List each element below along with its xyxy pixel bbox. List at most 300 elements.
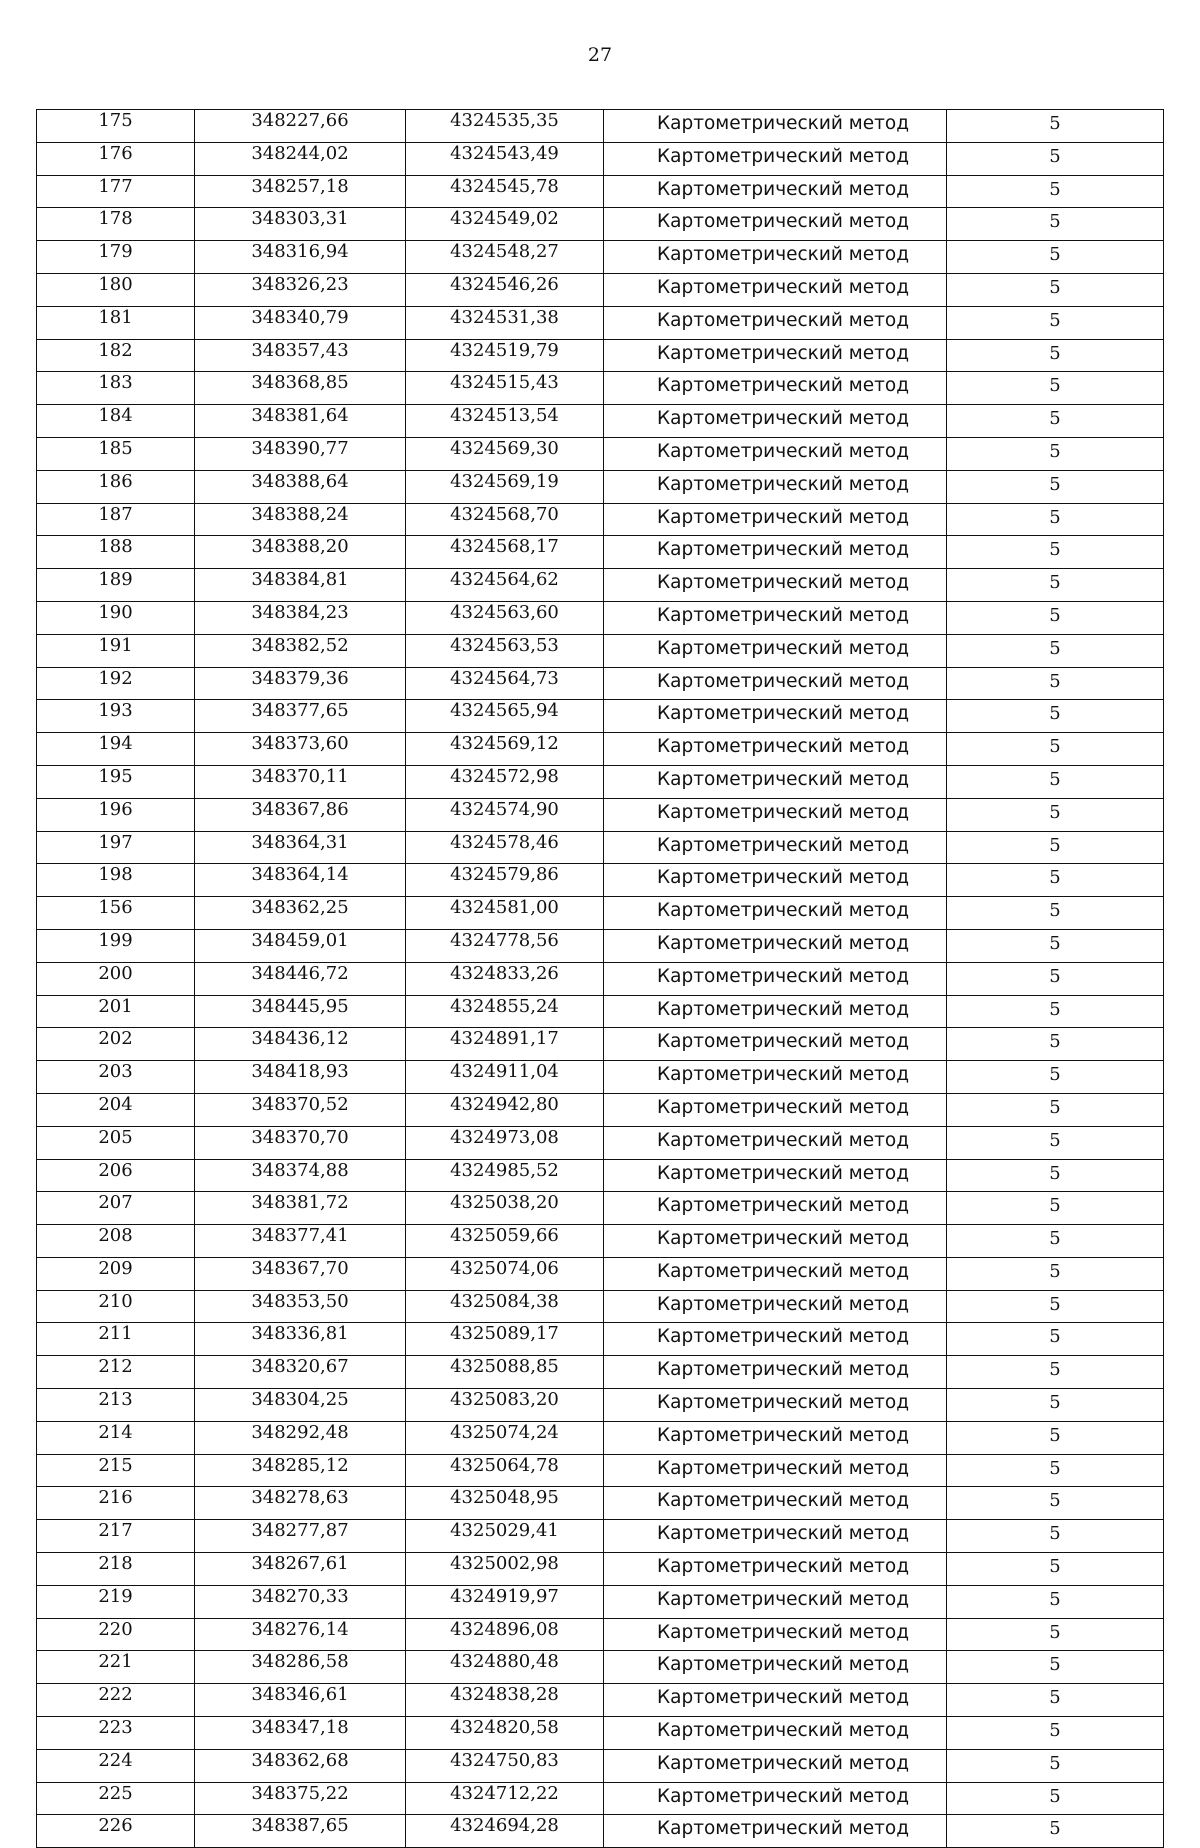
table-row — [37, 273, 1164, 306]
accuracy-cell: 5 — [947, 241, 1164, 274]
page-number: 27 — [587, 44, 613, 66]
y-coordinate-cell: 4325029,41 — [406, 1520, 604, 1553]
accuracy-cell: 5 — [947, 569, 1164, 602]
accuracy-cell: 5 — [947, 405, 1164, 438]
table-row — [37, 503, 1164, 536]
method-cell: Картометрический метод — [604, 962, 947, 995]
table-row — [37, 569, 1164, 602]
point-number-cell: 183 — [37, 372, 195, 405]
accuracy-cell: 5 — [947, 1192, 1164, 1225]
accuracy-cell: 5 — [947, 1815, 1164, 1848]
y-coordinate-cell: 4324563,60 — [406, 601, 604, 634]
y-coordinate-cell: 4324569,30 — [406, 437, 604, 470]
table-row — [37, 1454, 1164, 1487]
method-cell: Картометрический метод — [604, 765, 947, 798]
point-number-cell: 203 — [37, 1061, 195, 1094]
table-row — [37, 700, 1164, 733]
y-coordinate-cell: 4324880,48 — [406, 1651, 604, 1684]
table-row — [37, 1192, 1164, 1225]
x-coordinate-cell: 348446,72 — [195, 962, 406, 995]
table-row — [37, 1553, 1164, 1586]
accuracy-cell: 5 — [947, 1323, 1164, 1356]
x-coordinate-cell: 348340,79 — [195, 306, 406, 339]
y-coordinate-cell: 4324942,80 — [406, 1093, 604, 1126]
point-number-cell: 223 — [37, 1717, 195, 1750]
point-number-cell: 181 — [37, 306, 195, 339]
y-coordinate-cell: 4324568,17 — [406, 536, 604, 569]
point-number-cell: 193 — [37, 700, 195, 733]
point-number-cell: 219 — [37, 1585, 195, 1618]
table-row — [37, 1585, 1164, 1618]
accuracy-cell: 5 — [947, 962, 1164, 995]
method-cell: Картометрический метод — [604, 1553, 947, 1586]
table-row — [37, 1257, 1164, 1290]
point-number-cell: 198 — [37, 864, 195, 897]
table-row — [37, 1389, 1164, 1422]
method-cell: Картометрический метод — [604, 569, 947, 602]
y-coordinate-cell: 4324535,35 — [406, 110, 604, 143]
table-row — [37, 1421, 1164, 1454]
x-coordinate-cell: 348459,01 — [195, 929, 406, 962]
y-coordinate-cell: 4324694,28 — [406, 1815, 604, 1848]
method-cell: Картометрический метод — [604, 733, 947, 766]
table-row — [37, 864, 1164, 897]
y-coordinate-cell: 4324569,12 — [406, 733, 604, 766]
accuracy-cell: 5 — [947, 733, 1164, 766]
point-number-cell: 189 — [37, 569, 195, 602]
method-cell: Картометрический метод — [604, 897, 947, 930]
y-coordinate-cell: 4324549,02 — [406, 208, 604, 241]
method-cell: Картометрический метод — [604, 1585, 947, 1618]
table-row — [37, 929, 1164, 962]
point-number-cell: 156 — [37, 897, 195, 930]
point-number-cell: 225 — [37, 1782, 195, 1815]
method-cell: Картометрический метод — [604, 1192, 947, 1225]
point-number-cell: 186 — [37, 470, 195, 503]
accuracy-cell: 5 — [947, 1520, 1164, 1553]
y-coordinate-cell: 4325059,66 — [406, 1225, 604, 1258]
point-number-cell: 182 — [37, 339, 195, 372]
point-number-cell: 217 — [37, 1520, 195, 1553]
accuracy-cell: 5 — [947, 372, 1164, 405]
method-cell: Картометрический метод — [604, 1159, 947, 1192]
table-row — [37, 1749, 1164, 1782]
x-coordinate-cell: 348370,70 — [195, 1126, 406, 1159]
x-coordinate-cell: 348286,58 — [195, 1651, 406, 1684]
table-row — [37, 1290, 1164, 1323]
accuracy-cell: 5 — [947, 897, 1164, 930]
method-cell: Картометрический метод — [604, 700, 947, 733]
accuracy-cell: 5 — [947, 1257, 1164, 1290]
table-row — [37, 208, 1164, 241]
x-coordinate-cell: 348388,20 — [195, 536, 406, 569]
method-cell: Картометрический метод — [604, 142, 947, 175]
x-coordinate-cell: 348227,66 — [195, 110, 406, 143]
table-row — [37, 1028, 1164, 1061]
x-coordinate-cell: 348381,64 — [195, 405, 406, 438]
point-number-cell: 179 — [37, 241, 195, 274]
method-cell: Картометрический метод — [604, 273, 947, 306]
method-cell: Картометрический метод — [604, 601, 947, 634]
y-coordinate-cell: 4325083,20 — [406, 1389, 604, 1422]
method-cell: Картометрический метод — [604, 1323, 947, 1356]
accuracy-cell: 5 — [947, 1159, 1164, 1192]
method-cell: Картометрический метод — [604, 1257, 947, 1290]
accuracy-cell: 5 — [947, 1749, 1164, 1782]
method-cell: Картометрический метод — [604, 831, 947, 864]
method-cell: Картометрический метод — [604, 1717, 947, 1750]
table-row — [37, 1684, 1164, 1717]
y-coordinate-cell: 4325088,85 — [406, 1356, 604, 1389]
y-coordinate-cell: 4324545,78 — [406, 175, 604, 208]
table-row — [37, 667, 1164, 700]
point-number-cell: 176 — [37, 142, 195, 175]
y-coordinate-cell: 4324519,79 — [406, 339, 604, 372]
point-number-cell: 208 — [37, 1225, 195, 1258]
y-coordinate-cell: 4324548,27 — [406, 241, 604, 274]
table-row — [37, 536, 1164, 569]
table-row — [37, 831, 1164, 864]
table-row — [37, 142, 1164, 175]
table-row — [37, 1618, 1164, 1651]
method-cell: Картометрический метод — [604, 1782, 947, 1815]
x-coordinate-cell: 348379,36 — [195, 667, 406, 700]
y-coordinate-cell: 4324855,24 — [406, 995, 604, 1028]
x-coordinate-cell: 348384,23 — [195, 601, 406, 634]
method-cell: Картометрический метод — [604, 1126, 947, 1159]
x-coordinate-cell: 348320,67 — [195, 1356, 406, 1389]
x-coordinate-cell: 348387,65 — [195, 1815, 406, 1848]
point-number-cell: 224 — [37, 1749, 195, 1782]
accuracy-cell: 5 — [947, 1782, 1164, 1815]
point-number-cell: 197 — [37, 831, 195, 864]
point-number-cell: 200 — [37, 962, 195, 995]
y-coordinate-cell: 4325089,17 — [406, 1323, 604, 1356]
x-coordinate-cell: 348336,81 — [195, 1323, 406, 1356]
method-cell: Картометрический метод — [604, 1520, 947, 1553]
point-number-cell: 194 — [37, 733, 195, 766]
accuracy-cell: 5 — [947, 667, 1164, 700]
accuracy-cell: 5 — [947, 1487, 1164, 1520]
table-row — [37, 1520, 1164, 1553]
x-coordinate-cell: 348377,41 — [195, 1225, 406, 1258]
accuracy-cell: 5 — [947, 503, 1164, 536]
table-row — [37, 339, 1164, 372]
point-number-cell: 204 — [37, 1093, 195, 1126]
y-coordinate-cell: 4324568,70 — [406, 503, 604, 536]
accuracy-cell: 5 — [947, 1684, 1164, 1717]
method-cell: Картометрический метод — [604, 1028, 947, 1061]
table-row — [37, 1061, 1164, 1094]
accuracy-cell: 5 — [947, 1553, 1164, 1586]
table-row — [37, 634, 1164, 667]
point-number-cell: 192 — [37, 667, 195, 700]
accuracy-cell: 5 — [947, 1225, 1164, 1258]
accuracy-cell: 5 — [947, 306, 1164, 339]
x-coordinate-cell: 348276,14 — [195, 1618, 406, 1651]
table-row — [37, 241, 1164, 274]
x-coordinate-cell: 348367,70 — [195, 1257, 406, 1290]
y-coordinate-cell: 4325084,38 — [406, 1290, 604, 1323]
point-number-cell: 213 — [37, 1389, 195, 1422]
method-cell: Картометрический метод — [604, 1225, 947, 1258]
point-number-cell: 205 — [37, 1126, 195, 1159]
table-row — [37, 798, 1164, 831]
table-row — [37, 437, 1164, 470]
y-coordinate-cell: 4324911,04 — [406, 1061, 604, 1094]
method-cell: Картометрический метод — [604, 1749, 947, 1782]
method-cell: Картометрический метод — [604, 536, 947, 569]
y-coordinate-cell: 4324543,49 — [406, 142, 604, 175]
y-coordinate-cell: 4325074,24 — [406, 1421, 604, 1454]
table-row — [37, 601, 1164, 634]
y-coordinate-cell: 4324578,46 — [406, 831, 604, 864]
method-cell: Картометрический метод — [604, 634, 947, 667]
point-number-cell: 216 — [37, 1487, 195, 1520]
x-coordinate-cell: 348368,85 — [195, 372, 406, 405]
accuracy-cell: 5 — [947, 208, 1164, 241]
method-cell: Картометрический метод — [604, 208, 947, 241]
x-coordinate-cell: 348357,43 — [195, 339, 406, 372]
x-coordinate-cell: 348382,52 — [195, 634, 406, 667]
accuracy-cell: 5 — [947, 1454, 1164, 1487]
method-cell: Картометрический метод — [604, 372, 947, 405]
point-number-cell: 215 — [37, 1454, 195, 1487]
x-coordinate-cell: 348346,61 — [195, 1684, 406, 1717]
table-row — [37, 1159, 1164, 1192]
accuracy-cell: 5 — [947, 142, 1164, 175]
x-coordinate-cell: 348373,60 — [195, 733, 406, 766]
y-coordinate-cell: 4324985,52 — [406, 1159, 604, 1192]
x-coordinate-cell: 348381,72 — [195, 1192, 406, 1225]
table-row — [37, 1651, 1164, 1684]
point-number-cell: 218 — [37, 1553, 195, 1586]
method-cell: Картометрический метод — [604, 1093, 947, 1126]
y-coordinate-cell: 4324515,43 — [406, 372, 604, 405]
method-cell: Картометрический метод — [604, 1061, 947, 1094]
x-coordinate-cell: 348445,95 — [195, 995, 406, 1028]
point-number-cell: 209 — [37, 1257, 195, 1290]
y-coordinate-cell: 4324891,17 — [406, 1028, 604, 1061]
x-coordinate-cell: 348303,31 — [195, 208, 406, 241]
method-cell: Картометрический метод — [604, 864, 947, 897]
accuracy-cell: 5 — [947, 1061, 1164, 1094]
point-number-cell: 191 — [37, 634, 195, 667]
x-coordinate-cell: 348370,52 — [195, 1093, 406, 1126]
table-row — [37, 1356, 1164, 1389]
x-coordinate-cell: 348244,02 — [195, 142, 406, 175]
table-row — [37, 765, 1164, 798]
y-coordinate-cell: 4324750,83 — [406, 1749, 604, 1782]
x-coordinate-cell: 348367,86 — [195, 798, 406, 831]
y-coordinate-cell: 4324564,73 — [406, 667, 604, 700]
x-coordinate-cell: 348384,81 — [195, 569, 406, 602]
accuracy-cell: 5 — [947, 601, 1164, 634]
method-cell: Картометрический метод — [604, 1684, 947, 1717]
method-cell: Картометрический метод — [604, 110, 947, 143]
table-row — [37, 1782, 1164, 1815]
y-coordinate-cell: 4325064,78 — [406, 1454, 604, 1487]
y-coordinate-cell: 4324564,62 — [406, 569, 604, 602]
accuracy-cell: 5 — [947, 1585, 1164, 1618]
x-coordinate-cell: 348362,68 — [195, 1749, 406, 1782]
x-coordinate-cell: 348278,63 — [195, 1487, 406, 1520]
method-cell: Картометрический метод — [604, 1389, 947, 1422]
accuracy-cell: 5 — [947, 273, 1164, 306]
accuracy-cell: 5 — [947, 175, 1164, 208]
x-coordinate-cell: 348270,33 — [195, 1585, 406, 1618]
point-number-cell: 210 — [37, 1290, 195, 1323]
method-cell: Картометрический метод — [604, 798, 947, 831]
accuracy-cell: 5 — [947, 1290, 1164, 1323]
point-number-cell: 226 — [37, 1815, 195, 1848]
table-row — [37, 1487, 1164, 1520]
y-coordinate-cell: 4324973,08 — [406, 1126, 604, 1159]
method-cell: Картометрический метод — [604, 306, 947, 339]
accuracy-cell: 5 — [947, 1126, 1164, 1159]
x-coordinate-cell: 348364,31 — [195, 831, 406, 864]
point-number-cell: 221 — [37, 1651, 195, 1684]
accuracy-cell: 5 — [947, 339, 1164, 372]
point-number-cell: 175 — [37, 110, 195, 143]
point-number-cell: 199 — [37, 929, 195, 962]
x-coordinate-cell: 348347,18 — [195, 1717, 406, 1750]
coordinates-table-body — [37, 110, 1164, 1848]
accuracy-cell: 5 — [947, 1356, 1164, 1389]
y-coordinate-cell: 4324513,54 — [406, 405, 604, 438]
accuracy-cell: 5 — [947, 110, 1164, 143]
x-coordinate-cell: 348390,77 — [195, 437, 406, 470]
accuracy-cell: 5 — [947, 1389, 1164, 1422]
x-coordinate-cell: 348418,93 — [195, 1061, 406, 1094]
method-cell: Картометрический метод — [604, 437, 947, 470]
y-coordinate-cell: 4324838,28 — [406, 1684, 604, 1717]
point-number-cell: 211 — [37, 1323, 195, 1356]
table-row — [37, 470, 1164, 503]
point-number-cell: 185 — [37, 437, 195, 470]
method-cell: Картометрический метод — [604, 1815, 947, 1848]
y-coordinate-cell: 4324919,97 — [406, 1585, 604, 1618]
point-number-cell: 196 — [37, 798, 195, 831]
x-coordinate-cell: 348257,18 — [195, 175, 406, 208]
method-cell: Картометрический метод — [604, 175, 947, 208]
y-coordinate-cell: 4325074,06 — [406, 1257, 604, 1290]
x-coordinate-cell: 348388,24 — [195, 503, 406, 536]
point-number-cell: 222 — [37, 1684, 195, 1717]
point-number-cell: 220 — [37, 1618, 195, 1651]
table-row — [37, 962, 1164, 995]
table-row — [37, 110, 1164, 143]
accuracy-cell: 5 — [947, 995, 1164, 1028]
table-row — [37, 1225, 1164, 1258]
point-number-cell: 187 — [37, 503, 195, 536]
y-coordinate-cell: 4324579,86 — [406, 864, 604, 897]
y-coordinate-cell: 4324896,08 — [406, 1618, 604, 1651]
method-cell: Картометрический метод — [604, 1487, 947, 1520]
accuracy-cell: 5 — [947, 831, 1164, 864]
point-number-cell: 214 — [37, 1421, 195, 1454]
y-coordinate-cell: 4325048,95 — [406, 1487, 604, 1520]
accuracy-cell: 5 — [947, 1421, 1164, 1454]
y-coordinate-cell: 4324712,22 — [406, 1782, 604, 1815]
x-coordinate-cell: 348304,25 — [195, 1389, 406, 1422]
table-row — [37, 405, 1164, 438]
table-row — [37, 1126, 1164, 1159]
accuracy-cell: 5 — [947, 1618, 1164, 1651]
accuracy-cell: 5 — [947, 536, 1164, 569]
y-coordinate-cell: 4324546,26 — [406, 273, 604, 306]
accuracy-cell: 5 — [947, 1093, 1164, 1126]
x-coordinate-cell: 348353,50 — [195, 1290, 406, 1323]
point-number-cell: 178 — [37, 208, 195, 241]
y-coordinate-cell: 4324563,53 — [406, 634, 604, 667]
point-number-cell: 201 — [37, 995, 195, 1028]
x-coordinate-cell: 348316,94 — [195, 241, 406, 274]
table-row — [37, 372, 1164, 405]
table-row — [37, 995, 1164, 1028]
accuracy-cell: 5 — [947, 1651, 1164, 1684]
y-coordinate-cell: 4325002,98 — [406, 1553, 604, 1586]
x-coordinate-cell: 348374,88 — [195, 1159, 406, 1192]
accuracy-cell: 5 — [947, 437, 1164, 470]
method-cell: Картометрический метод — [604, 1421, 947, 1454]
accuracy-cell: 5 — [947, 1028, 1164, 1061]
y-coordinate-cell: 4325038,20 — [406, 1192, 604, 1225]
accuracy-cell: 5 — [947, 1717, 1164, 1750]
method-cell: Картометрический метод — [604, 995, 947, 1028]
method-cell: Картометрический метод — [604, 470, 947, 503]
method-cell: Картометрический метод — [604, 339, 947, 372]
y-coordinate-cell: 4324531,38 — [406, 306, 604, 339]
x-coordinate-cell: 348370,11 — [195, 765, 406, 798]
x-coordinate-cell: 348277,87 — [195, 1520, 406, 1553]
table-row — [37, 1323, 1164, 1356]
point-number-cell: 188 — [37, 536, 195, 569]
method-cell: Картометрический метод — [604, 1454, 947, 1487]
method-cell: Картометрический метод — [604, 1651, 947, 1684]
y-coordinate-cell: 4324581,00 — [406, 897, 604, 930]
coordinates-table — [36, 109, 1164, 1848]
accuracy-cell: 5 — [947, 929, 1164, 962]
method-cell: Картометрический метод — [604, 1290, 947, 1323]
accuracy-cell: 5 — [947, 700, 1164, 733]
method-cell: Картометрический метод — [604, 1618, 947, 1651]
accuracy-cell: 5 — [947, 634, 1164, 667]
x-coordinate-cell: 348436,12 — [195, 1028, 406, 1061]
point-number-cell: 184 — [37, 405, 195, 438]
x-coordinate-cell: 348285,12 — [195, 1454, 406, 1487]
y-coordinate-cell: 4324778,56 — [406, 929, 604, 962]
point-number-cell: 190 — [37, 601, 195, 634]
table-row — [37, 306, 1164, 339]
method-cell: Картометрический метод — [604, 667, 947, 700]
x-coordinate-cell: 348364,14 — [195, 864, 406, 897]
method-cell: Картометрический метод — [604, 929, 947, 962]
point-number-cell: 212 — [37, 1356, 195, 1389]
y-coordinate-cell: 4324574,90 — [406, 798, 604, 831]
x-coordinate-cell: 348326,23 — [195, 273, 406, 306]
accuracy-cell: 5 — [947, 470, 1164, 503]
y-coordinate-cell: 4324569,19 — [406, 470, 604, 503]
point-number-cell: 206 — [37, 1159, 195, 1192]
x-coordinate-cell: 348388,64 — [195, 470, 406, 503]
method-cell: Картометрический метод — [604, 1356, 947, 1389]
y-coordinate-cell: 4324820,58 — [406, 1717, 604, 1750]
table-row — [37, 897, 1164, 930]
x-coordinate-cell: 348375,22 — [195, 1782, 406, 1815]
y-coordinate-cell: 4324833,26 — [406, 962, 604, 995]
point-number-cell: 207 — [37, 1192, 195, 1225]
